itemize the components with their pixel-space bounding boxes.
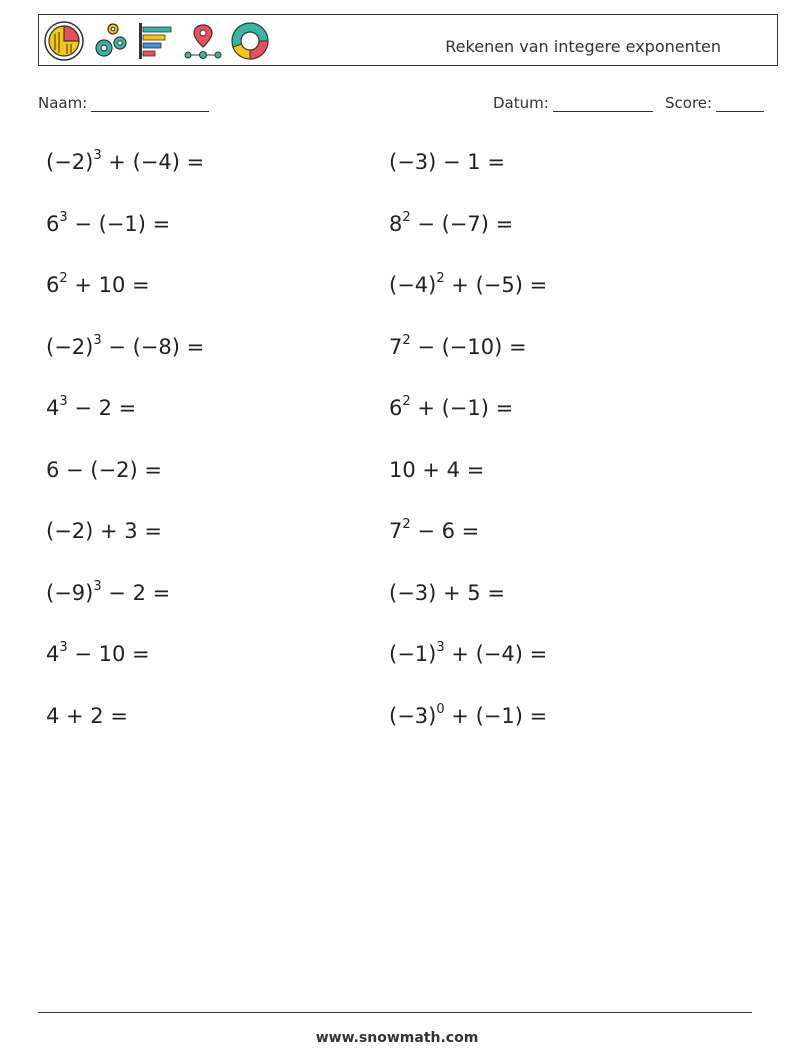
problem-base: (−3): [389, 703, 437, 728]
math-problem: [46, 519, 162, 543]
math-problem: [389, 458, 484, 482]
score-blank[interactable]: [716, 95, 764, 112]
problem-rest: − (−7) =: [410, 211, 514, 236]
problem-exponent: 2: [402, 332, 411, 348]
date-label: Datum:: [493, 94, 549, 112]
problem-rest: + 10 =: [67, 273, 150, 297]
math-problem: [389, 273, 547, 297]
problem-base: 7: [389, 334, 403, 359]
name-blank[interactable]: [91, 95, 209, 112]
problem-exponent: 3: [93, 332, 102, 348]
problem-rest: + (−4) =: [101, 150, 205, 174]
problem-base: 6: [389, 396, 403, 420]
math-problem: [389, 519, 479, 543]
math-problem: [389, 150, 505, 174]
pie-chart-icon: [43, 20, 85, 62]
score-label: Score:: [665, 94, 713, 112]
math-problem: [389, 701, 548, 728]
problem-base: (−2) + 3 =: [46, 519, 162, 543]
problem-rest: + (−4) =: [444, 642, 548, 666]
problem-exponent: 3: [436, 640, 445, 655]
problem-rest: − 6 =: [410, 519, 480, 543]
math-problem: [389, 581, 505, 605]
problem-exponent: 3: [59, 209, 68, 225]
name-field: [38, 94, 209, 112]
donut-chart-icon: [229, 20, 271, 62]
problem-base: (−9): [46, 580, 94, 605]
header-icons: [43, 19, 271, 63]
problem-base: 6 − (−2) =: [46, 457, 162, 482]
problem-rest: + (−5) =: [444, 273, 548, 297]
problem-base: 4 + 2 =: [46, 703, 128, 728]
problem-rest: − 10 =: [67, 642, 150, 666]
problem-exponent: 3: [93, 578, 102, 594]
math-problem: [46, 396, 136, 420]
math-problem: [46, 578, 171, 605]
problem-rest: − (−8) =: [101, 334, 205, 359]
problem-base: (−1): [389, 642, 437, 666]
math-problem: [46, 704, 128, 728]
math-problem: [389, 396, 513, 420]
location-network-icon: [183, 21, 223, 61]
header-box: [38, 14, 778, 66]
footer-url: www.snowmath.com: [315, 1030, 479, 1046]
problem-rest: − 2 =: [67, 396, 137, 420]
problem-base: 7: [389, 519, 403, 543]
problem-base: (−4): [389, 273, 437, 297]
math-problem: [46, 209, 171, 236]
math-problem: [389, 209, 514, 236]
problem-exponent: 3: [93, 148, 102, 163]
problem-exponent: 2: [436, 271, 445, 286]
problem-rest: − 2 =: [101, 580, 171, 605]
problem-base: (−3) − 1 =: [389, 150, 505, 174]
math-problem: [46, 458, 162, 482]
problem-rest: − (−10) =: [410, 334, 527, 359]
worksheet-title: Rekenen van integere exponenten: [445, 37, 721, 56]
problem-rest: + (−1) =: [444, 703, 548, 728]
problem-exponent: 2: [402, 209, 411, 225]
date-field: [493, 94, 653, 112]
score-field: [665, 94, 764, 112]
problem-rest: + (−1) =: [410, 396, 514, 420]
problem-base: 4: [46, 396, 60, 420]
name-label: Naam:: [38, 94, 88, 112]
footer-divider: [38, 1012, 752, 1013]
bar-chart-icon: [137, 21, 177, 61]
problem-base: (−3) + 5 =: [389, 580, 505, 605]
problem-base: (−2): [46, 150, 94, 174]
math-problem: [46, 150, 204, 174]
math-problem: [46, 642, 150, 666]
problem-rest: − (−1) =: [67, 211, 171, 236]
problem-base: (−2): [46, 334, 94, 359]
problem-exponent: 3: [59, 394, 68, 409]
math-problem: [46, 332, 205, 359]
problem-exponent: 0: [436, 701, 445, 717]
problem-exponent: 2: [59, 271, 68, 286]
gears-icon: [91, 21, 131, 61]
problem-base: 10 + 4 =: [389, 457, 485, 482]
math-problem: [389, 332, 527, 359]
problem-base: 6: [46, 211, 60, 236]
problem-base: 6: [46, 273, 60, 297]
problem-base: 8: [389, 211, 403, 236]
problem-exponent: 3: [59, 640, 68, 655]
problem-exponent: 2: [402, 517, 411, 532]
date-blank[interactable]: [553, 95, 653, 112]
math-problem: [46, 273, 150, 297]
math-problem: [389, 642, 547, 666]
problem-exponent: 2: [402, 394, 411, 409]
problem-base: 4: [46, 642, 60, 666]
